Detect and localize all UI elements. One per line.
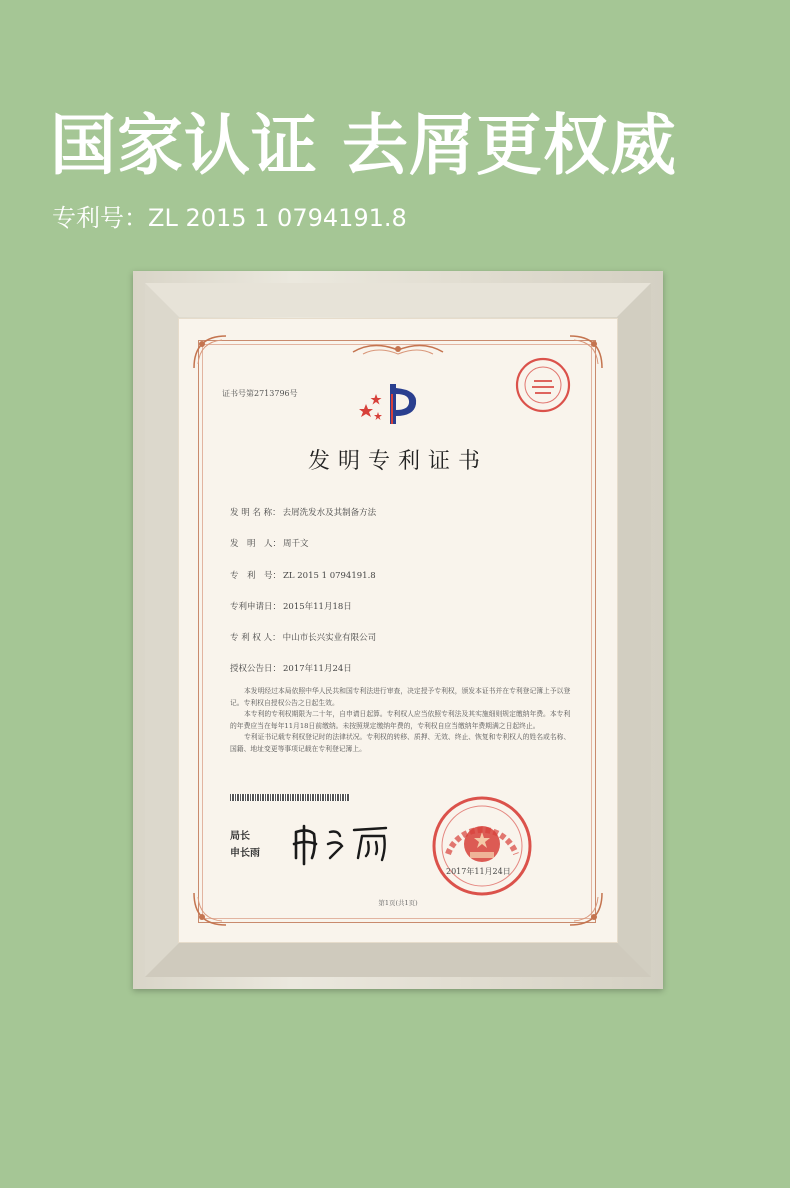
field-label: 发 明 人：: [230, 539, 282, 549]
issue-date: 2017年11月24日: [446, 867, 511, 876]
certificate-number: 证书号第2713796号: [222, 389, 298, 398]
field-inventor: [230, 537, 309, 549]
body-paragraph: 本专利的专利权期限为二十年，自申请日起算。专利权人应当依照专利法及其实施细则规定缴纳年费。本专利的年费应当在每年11月18日前缴纳。未按照规定缴纳年费的，专利权自应当缴纳年费期满之日起终止。: [230, 710, 571, 730]
director-signature: [290, 818, 400, 868]
field-value: 去屑洗发水及其制备方法: [282, 508, 377, 518]
field-invention-name: [230, 506, 376, 518]
field-value: 2017年11月24日: [283, 664, 352, 674]
barcode: [230, 794, 350, 801]
corner-ornament-bottom-right: [568, 891, 604, 927]
headline: 国家认证 去屑更权威: [50, 107, 677, 184]
field-label: 专 利 号：: [230, 571, 282, 581]
field-label: 专 利 权 人：: [230, 633, 281, 643]
patent-number-line: 专利号：ZL 2015 1 0794191.8: [52, 204, 407, 232]
corner-ornament-bottom-left: [192, 891, 228, 927]
top-center-ornament: [348, 340, 448, 360]
director-name: 申长雨: [230, 848, 260, 859]
field-patentee: [230, 631, 376, 643]
certificate-title: 发明专利证书: [307, 449, 488, 474]
corner-ornament-top-left: [192, 334, 228, 370]
body-paragraph: 专利证书记载专利权登记时的法律状况。专利权的转移、质押、无效、终止、恢复和专利权人的姓名或名称、国籍、地址变更等事项记载在专利登记簿上。: [230, 733, 571, 753]
director-title: 局长: [230, 831, 250, 842]
corner-ornament-top-right: [568, 334, 604, 370]
field-grant-date: [230, 662, 352, 674]
patent-office-logo: [356, 380, 430, 428]
field-value: 周千文: [283, 539, 309, 549]
field-label: 发 明 名 称：: [230, 508, 281, 518]
certificate-paper: [178, 318, 618, 943]
field-label: 专利申请日：: [230, 602, 282, 612]
small-red-seal: [514, 356, 572, 414]
field-value: 中山市长兴实业有限公司: [282, 633, 377, 643]
state-ip-office-seal: [430, 794, 534, 898]
field-patent-number: [230, 569, 376, 581]
field-label: 授权公告日：: [230, 664, 282, 674]
field-application-date: [230, 600, 352, 612]
page-number: 第1页(共1页): [378, 899, 418, 907]
field-value: 2015年11月18日: [283, 602, 352, 612]
certificate-body: [230, 686, 572, 755]
body-paragraph: 本发明经过本局依照中华人民共和国专利法进行审查，决定授予专利权，颁发本证书并在专利登记簿上予以登记。专利权自授权公告之日起生效。: [230, 687, 571, 707]
field-value: ZL 2015 1 0794191.8: [283, 571, 376, 581]
